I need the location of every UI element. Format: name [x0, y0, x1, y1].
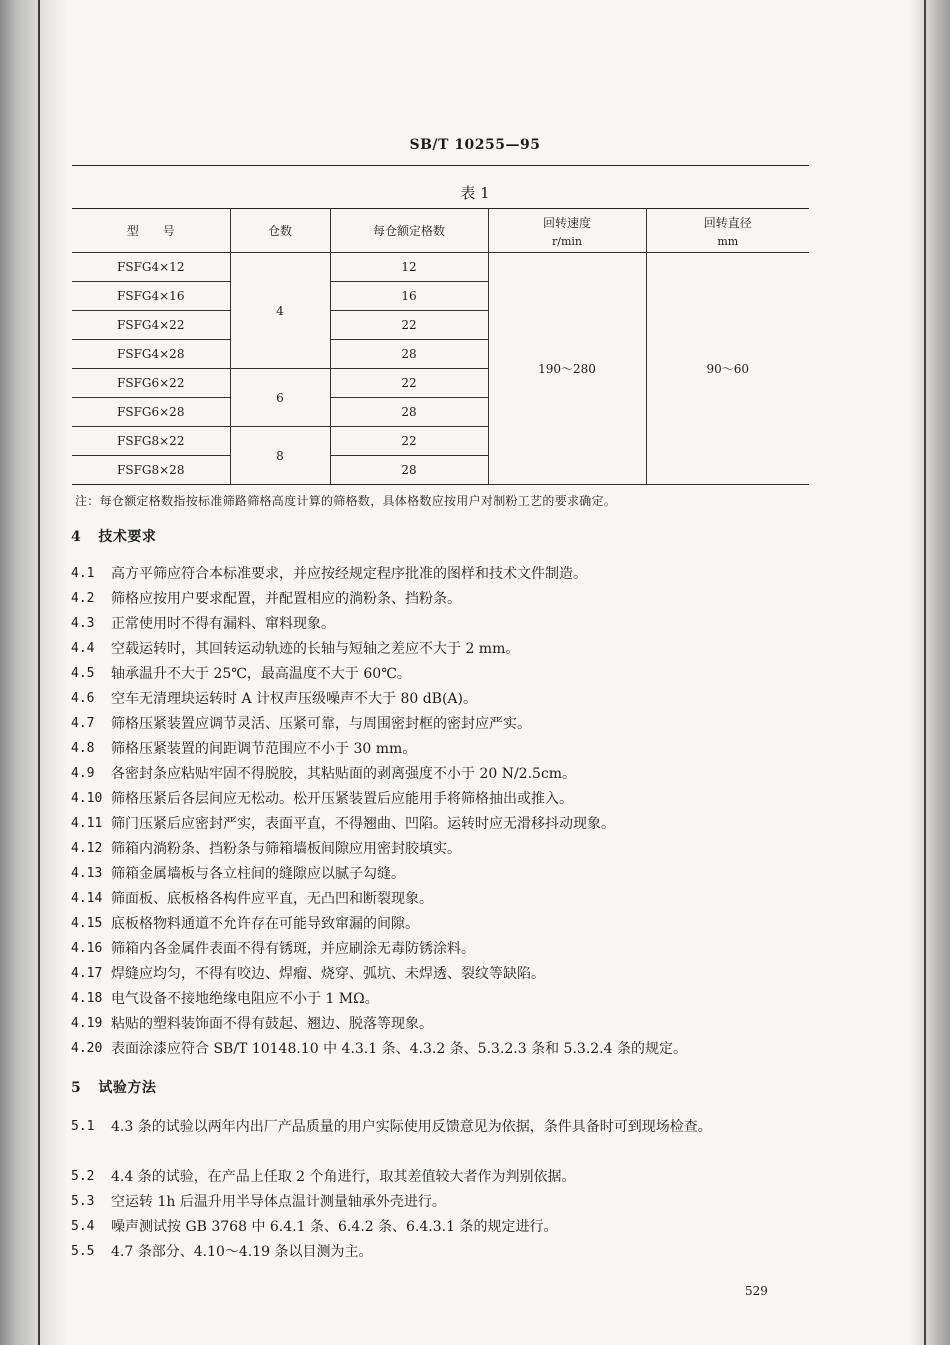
table-row	[72, 253, 809, 282]
header-diameter	[646, 209, 809, 253]
clause-number: 4.6	[71, 691, 95, 706]
clause-text: 电气设备不接地绝缘电阻应不小于 1 MΩ。	[111, 991, 379, 1007]
clause-item	[71, 915, 811, 940]
clause-text: 各密封条应粘贴牢固不得脱胶，其粘贴面的剥离强度不小于 20 N/2.5cm。	[111, 766, 577, 782]
cell-model: FSFG4×16	[72, 282, 230, 311]
clause-text: 4.4 条的试验，在产品上任取 2 个角进行，取其差值较大者作为判别依据。	[111, 1169, 576, 1185]
clause-item	[71, 1243, 811, 1268]
clause-item	[71, 665, 811, 690]
clause-item	[71, 1193, 811, 1218]
clause-number: 5.3	[71, 1194, 95, 1209]
clause-text: 空载运转时，其回转运动轨迹的长轴与短轴之差应不大于 2 mm。	[111, 641, 520, 657]
clause-text: 焊缝应均匀，不得有咬边、焊瘤、烧穿、弧坑、未焊透、裂纹等缺陷。	[111, 966, 545, 982]
clause-number: 4.12	[71, 841, 103, 856]
clause-number: 4.20	[71, 1041, 103, 1056]
clause-text: 表面涂漆应符合 SB/T 10148.10 中 4.3.1 条、4.3.2 条、5.3.2.3 条和 5.3.2.4 条的规定。	[111, 1041, 687, 1057]
header-diameter-unit: mm	[717, 234, 739, 248]
clause-number: 4.14	[71, 891, 103, 906]
section-4-list	[71, 565, 811, 1065]
section-5-heading	[71, 1077, 156, 1097]
clause-item	[71, 840, 811, 865]
clause-item	[71, 690, 811, 715]
cell-speed: 190～280	[488, 253, 646, 485]
header-speed-label: 回转速度	[542, 215, 591, 230]
section-4-title: 技术要求	[98, 529, 157, 545]
clause-item	[71, 790, 811, 815]
clause-item	[71, 1040, 811, 1065]
standard-code: SB/T 10255—95	[409, 137, 541, 153]
clause-item	[71, 640, 811, 665]
section-5-title: 试验方法	[98, 1080, 157, 1096]
clause-text: 正常使用时不得有漏料、窜料现象。	[111, 616, 335, 632]
header-rule	[72, 165, 809, 166]
clause-item	[71, 940, 811, 965]
cell-grids: 28	[330, 398, 488, 427]
clause-text: 底板格物料通道不允许存在可能导致窜漏的间隙。	[111, 916, 419, 932]
cell-grids: 28	[330, 456, 488, 485]
cell-grids: 22	[330, 427, 488, 456]
clause-text: 筛箱金属墙板与各立柱间的缝隙应以腻子勾缝。	[111, 866, 405, 882]
section-5-number: 5	[71, 1080, 82, 1096]
clause-number: 4.1	[71, 566, 95, 581]
cell-model: FSFG6×28	[72, 398, 230, 427]
clause-item	[71, 990, 811, 1015]
clause-text: 噪声测试按 GB 3768 中 6.4.1 条、6.4.2 条、6.4.3.1 条的规定进行。	[111, 1219, 558, 1235]
cell-grids: 16	[330, 282, 488, 311]
clause-number: 4.4	[71, 641, 95, 656]
table-header-row	[72, 209, 809, 253]
table-title: 表 1	[460, 184, 490, 202]
section-4-number: 4	[71, 529, 82, 545]
clause-item	[71, 1015, 811, 1040]
clause-text: 高方平筛应符合本标准要求，并应按经规定程序批准的图样和技术文件制造。	[111, 566, 587, 582]
clause-item	[71, 965, 811, 990]
clause-item	[71, 740, 811, 765]
cell-grids: 12	[330, 253, 488, 282]
clause-number: 5.5	[71, 1244, 95, 1259]
clause-number: 4.9	[71, 766, 95, 781]
clause-text: 空运转 1h 后温升用半导体点温计测量轴承外壳进行。	[111, 1194, 446, 1210]
cell-grids: 22	[330, 369, 488, 398]
clause-number: 4.15	[71, 916, 103, 931]
clause-text: 筛箱内各金属件表面不得有锈斑，并应刷涂无毒防锈涂料。	[111, 941, 475, 957]
clause-number: 4.10	[71, 791, 103, 806]
clause-item	[71, 1218, 811, 1243]
cell-bins: 8	[230, 427, 330, 485]
clause-number: 4.2	[71, 591, 95, 606]
cell-grids: 28	[330, 340, 488, 369]
clause-number: 5.2	[71, 1169, 95, 1184]
clause-number: 4.18	[71, 991, 103, 1006]
clause-text: 粘贴的塑料装饰面不得有鼓起、翘边、脱落等现象。	[111, 1016, 433, 1032]
clause-item	[71, 765, 811, 790]
cell-bins: 4	[230, 253, 330, 369]
clause-item	[71, 1118, 811, 1168]
cell-model: FSFG4×12	[72, 253, 230, 282]
cell-model: FSFG6×22	[72, 369, 230, 398]
clause-number: 5.1	[71, 1119, 95, 1134]
header-speed	[488, 209, 646, 253]
clause-text: 4.7 条部分、4.10～4.19 条以目测为主。	[111, 1244, 373, 1260]
clause-text: 筛格应按用户要求配置，并配置相应的淌粉条、挡粉条。	[111, 591, 461, 607]
clause-text: 筛格压紧后各层间应无松动。松开压紧装置后应能用手将筛格抽出或推入。	[111, 791, 573, 807]
clause-number: 4.13	[71, 866, 103, 881]
clause-number: 4.16	[71, 941, 103, 956]
table-note: 注：每仓额定格数指按标准筛路筛格高度计算的筛格数，具体格数应按用户对制粉工艺的要求确定。	[75, 494, 617, 508]
clause-number: 4.17	[71, 966, 103, 981]
header-speed-unit: r/min	[552, 234, 582, 248]
clause-number: 4.19	[71, 1016, 103, 1031]
cell-model: FSFG8×22	[72, 427, 230, 456]
cell-grids: 22	[330, 311, 488, 340]
cell-diameter: 90～60	[646, 253, 809, 485]
clause-text: 筛箱内淌粉条、挡粉条与筛箱墙板间隙应用密封胶填实。	[111, 841, 461, 857]
cell-bins: 6	[230, 369, 330, 427]
clause-item	[71, 890, 811, 915]
cell-model: FSFG8×28	[72, 456, 230, 485]
clause-text: 筛门压紧后应密封严实，表面平直，不得翘曲、凹陷。运转时应无滑移抖动现象。	[111, 816, 615, 832]
clause-item	[71, 565, 811, 590]
clause-text: 筛面板、底板格各构件应平直，无凸凹和断裂现象。	[111, 891, 433, 907]
clause-number: 4.3	[71, 616, 95, 631]
section-4-heading	[71, 526, 156, 546]
header-bins: 仓数	[230, 209, 330, 253]
clause-item	[71, 815, 811, 840]
clause-item	[71, 590, 811, 615]
cell-model: FSFG4×22	[72, 311, 230, 340]
clause-number: 4.5	[71, 666, 95, 681]
cell-model: FSFG4×28	[72, 340, 230, 369]
clause-text: 筛格压紧装置应调节灵活、压紧可靠，与周围密封框的密封应严实。	[111, 716, 531, 732]
header-model: 型 号	[72, 209, 230, 253]
header-grids: 每仓额定格数	[330, 209, 488, 253]
page-number: 529	[745, 1284, 768, 1298]
header-diameter-label: 回转直径	[703, 215, 752, 230]
clause-text: 筛格压紧装置的间距调节范围应不小于 30 mm。	[111, 741, 417, 757]
spec-table	[72, 208, 809, 485]
clause-text: 轴承温升不大于 25℃，最高温度不大于 60℃。	[111, 666, 411, 682]
clause-number: 4.11	[71, 816, 103, 831]
clause-item	[71, 615, 811, 640]
clause-number: 4.7	[71, 716, 95, 731]
clause-number: 5.4	[71, 1219, 95, 1234]
clause-item	[71, 1168, 811, 1193]
clause-item	[71, 865, 811, 890]
clause-item	[71, 715, 811, 740]
clause-number: 4.8	[71, 741, 95, 756]
section-5-list	[71, 1118, 811, 1268]
clause-text: 4.3 条的试验以两年内出厂产品质量的用户实际使用反馈意见为依据，条件具备时可到现场检查。	[111, 1119, 712, 1135]
clause-text: 空车无清理块运转时 A 计权声压级噪声不大于 80 dB(A)。	[111, 691, 478, 707]
